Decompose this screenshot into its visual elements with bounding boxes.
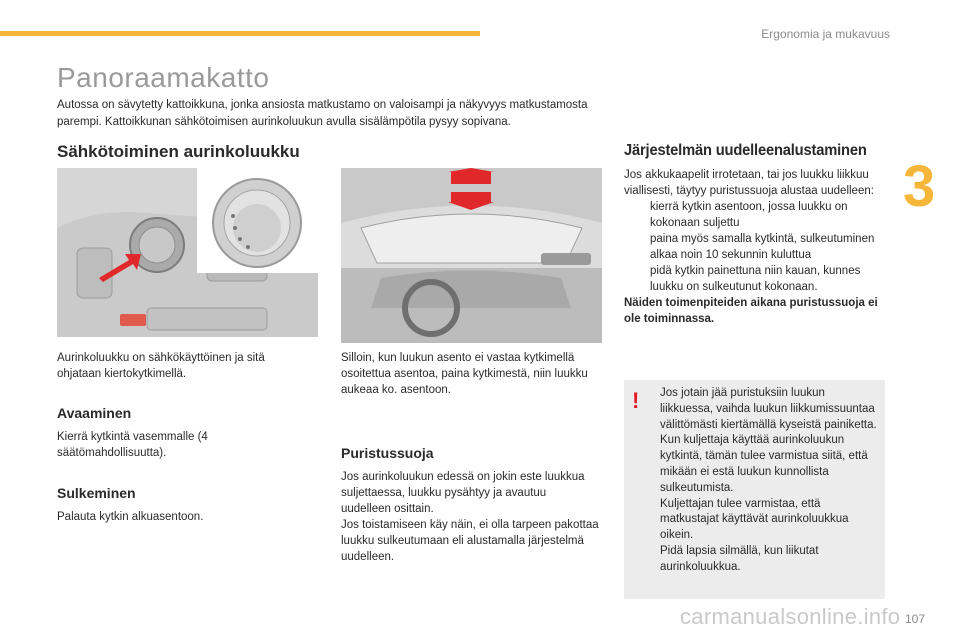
heading-anti-pinch: Puristussuoja — [341, 445, 434, 461]
anti-pinch-text — [341, 469, 599, 565]
page-number: 107 — [905, 612, 926, 626]
chapter-number: 3 — [903, 154, 936, 219]
heading-opening: Avaaminen — [57, 405, 132, 421]
sunroof-description: Aurinkoluukku on sähkökäyttöinen ja sitä ohjataan kiertokytkimellä. — [57, 352, 265, 380]
list-item: kierrä kytkin asentoon, jossa luukku on kokonaan suljettu — [650, 201, 848, 229]
list-item: paina myös samalla kytkintä, sulkeutuminen alkaa noin 10 sekunnin kuluttua — [650, 233, 875, 261]
reinit-steps — [624, 199, 880, 295]
watermark: carmanualsonline.info — [680, 604, 901, 629]
anti-pinch-paragraph-1: Jos aurinkoluukun edessä on jokin este luukkua suljettaessa, luukku pysähtyy ja avautuu uudelleen osittain. — [341, 471, 585, 515]
illustration-roof-switch — [57, 168, 318, 337]
roof-console-illustration — [57, 168, 318, 337]
list-item: pidä kytkin painettuna niin kauan, kunnes luukku on sulkeutunut kokonaan. — [650, 265, 861, 293]
closing-text: Palauta kytkin alkuasentoon. — [57, 511, 204, 523]
warning-line-2: Kun kuljettaja käyttää aurinkoluukun kytkintä, tämän tulee varmistua siitä, että mikään ei estä luukun kunnollista sulkeutumista. — [660, 434, 868, 494]
warning-icon: ! — [632, 388, 640, 413]
reinit-intro: Jos akkukaapelit irrotetaan, tai jos luukku liikkuu viallisesti, täytyy puristussuoja alustaa uudelleen: — [624, 169, 874, 197]
anti-pinch-paragraph-2: Jos toistamiseen käy näin, ei olla tarpeen pakottaa luukku sulkeutumaan eli alustamalla järjestelmä uudelleen. — [341, 519, 599, 563]
warning-text — [660, 386, 880, 576]
intro-text: Autossa on sävytetty kattoikkuna, jonka ansiosta matkustamo on valoisampi ja näkyvyys matkustamosta parempi. Kattoikkunan sähkötoimisen aurinkoluukun avulla sisälämpötila pysyy sopivana. — [57, 99, 588, 128]
reinit-note: Näiden toimenpiteiden aikana puristussuoja ei ole toiminnassa. — [624, 297, 878, 325]
section-title: Ergonomia ja mukavuus — [761, 27, 890, 41]
reinit-text — [624, 167, 880, 327]
warning-line-3: Kuljettajan tulee varmistaa, että matkustajat käyttävät aurinkoluukkua oikein. — [660, 497, 849, 542]
warning-line-1: Jos jotain jää puristuksiin luukun liikkuessa, vaihda luukun liikkumissuuntaa välittömästi kiertämällä kyseistä painiketta. — [660, 387, 877, 431]
opening-text: Kierrä kytkintä vasemmalle (4 säätömahdollisuutta). — [57, 431, 208, 459]
illustration-roof-interior — [341, 168, 602, 343]
heading-electric-sunroof: Sähkötoiminen aurinkoluukku — [57, 142, 300, 161]
page-title: Panoraamakatto — [57, 62, 270, 93]
header-accent-bar — [0, 31, 480, 36]
position-text: Silloin, kun luukun asento ei vastaa kytkimellä osoitettua asentoa, paina kytkimestä, niin luukku aukeaa ko. asentoon. — [341, 352, 588, 396]
warning-line-4: Pidä lapsia silmällä, kun liikutat aurinkoluukkua. — [660, 544, 819, 573]
heading-reinitialisation: Järjestelmän uudelleenalustaminen — [624, 142, 867, 159]
arrow-icon — [451, 172, 491, 184]
heading-closing: Sulkeminen — [57, 485, 136, 501]
cabin-roof-illustration — [341, 168, 602, 343]
